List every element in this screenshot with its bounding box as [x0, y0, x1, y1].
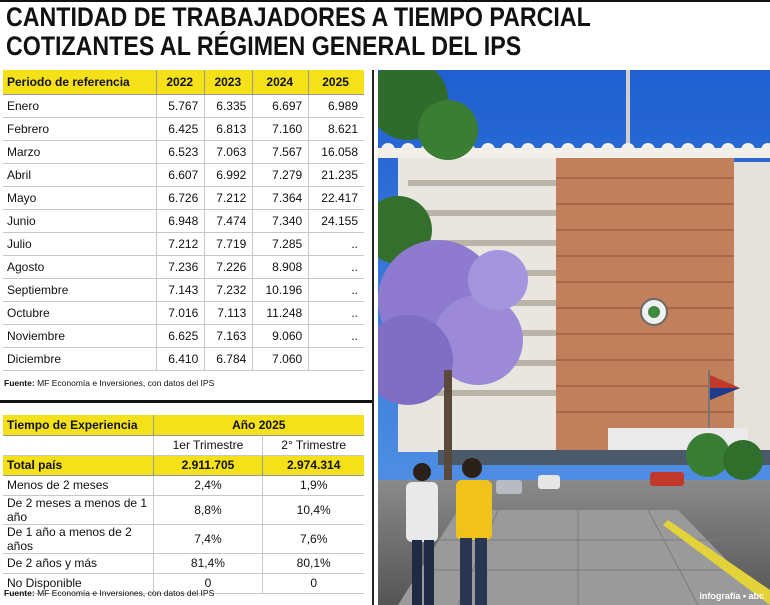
value-cell: 7.364 — [253, 186, 309, 209]
month-cell: Septiembre — [3, 278, 157, 301]
table2-subheader-row — [3, 435, 364, 455]
month-cell: Noviembre — [3, 324, 157, 347]
experience-table — [3, 415, 364, 594]
source-label: Fuente: — [4, 378, 35, 388]
value-cell: 6.992 — [205, 163, 253, 186]
page-title — [6, 3, 660, 61]
value-cell: 6.335 — [205, 94, 253, 117]
value-cell: 7.212 — [205, 186, 253, 209]
percent-cell: 2,4% — [153, 475, 263, 495]
value-cell: .. — [309, 301, 364, 324]
table-row — [3, 495, 364, 524]
value-cell: 7.340 — [253, 209, 309, 232]
value-cell: 7.160 — [253, 117, 309, 140]
header-tiempo-experiencia: Tiempo de Experiencia — [3, 415, 153, 435]
value-cell: 7.143 — [157, 278, 205, 301]
table-row — [3, 163, 364, 186]
percent-cell: 10,4% — [263, 495, 364, 524]
month-cell: Julio — [3, 232, 157, 255]
month-cell: Enero — [3, 94, 157, 117]
monthly-contributors-table — [3, 70, 364, 371]
subheader-2do-trimestre: 2° Trimestre — [263, 435, 364, 455]
total-label: Total país — [3, 455, 153, 475]
header-2022: 2022 — [157, 70, 205, 94]
value-cell: 7.063 — [205, 140, 253, 163]
table2-source — [4, 588, 214, 598]
value-cell — [309, 347, 364, 370]
value-cell: 6.425 — [157, 117, 205, 140]
header-2024: 2024 — [253, 70, 309, 94]
month-cell: Octubre — [3, 301, 157, 324]
ips-building-photo — [378, 70, 770, 605]
value-cell: 7.474 — [205, 209, 253, 232]
value-cell: 7.285 — [253, 232, 309, 255]
table-row — [3, 553, 364, 573]
value-cell: 6.784 — [205, 347, 253, 370]
header-periodo: Periodo de referencia — [3, 70, 157, 94]
value-cell: 5.767 — [157, 94, 205, 117]
value-cell: 6.625 — [157, 324, 205, 347]
value-cell: 6.948 — [157, 209, 205, 232]
source-label: Fuente: — [4, 588, 35, 598]
value-cell: 21.235 — [309, 163, 364, 186]
percent-cell: 0 — [263, 573, 364, 593]
experience-label: De 1 año a menos de 2 años — [3, 524, 153, 553]
title-line-1: CANTIDAD DE TRABAJADORES A TIEMPO PARCIAL — [6, 2, 591, 32]
value-cell: 8.908 — [253, 255, 309, 278]
table-row — [3, 301, 364, 324]
value-cell: .. — [309, 255, 364, 278]
value-cell: 8.621 — [309, 117, 364, 140]
table-row — [3, 232, 364, 255]
table-row — [3, 324, 364, 347]
value-cell: 7.226 — [205, 255, 253, 278]
value-cell: 7.567 — [253, 140, 309, 163]
value-cell: 7.232 — [205, 278, 253, 301]
value-cell: 7.113 — [205, 301, 253, 324]
section-divider — [0, 400, 372, 403]
percent-cell: 8,8% — [153, 495, 263, 524]
value-cell: 10.196 — [253, 278, 309, 301]
percent-cell: 81,4% — [153, 553, 263, 573]
value-cell: 11.248 — [253, 301, 309, 324]
value-cell: .. — [309, 278, 364, 301]
percent-cell: 7,6% — [263, 524, 364, 553]
percent-cell: 7,4% — [153, 524, 263, 553]
percent-cell: 80,1% — [263, 553, 364, 573]
total-value: 2.974.314 — [263, 455, 364, 475]
table1-source — [4, 378, 214, 388]
table-row — [3, 278, 364, 301]
value-cell: 6.726 — [157, 186, 205, 209]
value-cell: 7.060 — [253, 347, 309, 370]
value-cell: 7.163 — [205, 324, 253, 347]
table-row — [3, 209, 364, 232]
value-cell: 22.417 — [309, 186, 364, 209]
table-row — [3, 186, 364, 209]
value-cell: 6.697 — [253, 94, 309, 117]
month-cell: Diciembre — [3, 347, 157, 370]
experience-label: No Disponible — [3, 573, 153, 593]
value-cell: 7.719 — [205, 232, 253, 255]
table-row — [3, 140, 364, 163]
table-row — [3, 347, 364, 370]
table-row — [3, 94, 364, 117]
value-cell: 6.523 — [157, 140, 205, 163]
photo-credit: infografía • abc — [699, 591, 764, 601]
value-cell: 6.989 — [309, 94, 364, 117]
total-value: 2.911.705 — [153, 455, 263, 475]
vertical-rule — [372, 70, 374, 605]
header-2023: 2023 — [205, 70, 253, 94]
value-cell: 6.410 — [157, 347, 205, 370]
value-cell: 7.016 — [157, 301, 205, 324]
percent-cell: 1,9% — [263, 475, 364, 495]
experience-label: Menos de 2 meses — [3, 475, 153, 495]
title-line-2: COTIZANTES AL RÉGIMEN GENERAL DEL IPS — [6, 31, 522, 61]
table1-header-row — [3, 70, 364, 94]
value-cell: 24.155 — [309, 209, 364, 232]
value-cell: 7.212 — [157, 232, 205, 255]
month-cell: Mayo — [3, 186, 157, 209]
value-cell: 6.813 — [205, 117, 253, 140]
table-row — [3, 475, 364, 495]
table-row — [3, 117, 364, 140]
percent-cell: 0 — [153, 573, 263, 593]
header-ano-2025: Año 2025 — [153, 415, 364, 435]
value-cell: .. — [309, 232, 364, 255]
value-cell: .. — [309, 324, 364, 347]
month-cell: Abril — [3, 163, 157, 186]
total-row — [3, 455, 364, 475]
experience-label: De 2 meses a menos de 1 año — [3, 495, 153, 524]
subheader-1er-trimestre: 1er Trimestre — [153, 435, 263, 455]
experience-label: De 2 años y más — [3, 553, 153, 573]
value-cell: 6.607 — [157, 163, 205, 186]
month-cell: Marzo — [3, 140, 157, 163]
subheader-empty — [3, 435, 153, 455]
month-cell: Agosto — [3, 255, 157, 278]
header-2025: 2025 — [309, 70, 364, 94]
source-text: MF Economía e Inversiones, con datos del IPS — [37, 588, 215, 598]
value-cell: 9.060 — [253, 324, 309, 347]
month-cell: Febrero — [3, 117, 157, 140]
value-cell: 7.279 — [253, 163, 309, 186]
value-cell: 7.236 — [157, 255, 205, 278]
value-cell: 16.058 — [309, 140, 364, 163]
table-row — [3, 524, 364, 553]
table-row — [3, 255, 364, 278]
table2-header-row — [3, 415, 364, 435]
source-text: MF Economía e Inversiones, con datos del IPS — [37, 378, 215, 388]
month-cell: Junio — [3, 209, 157, 232]
